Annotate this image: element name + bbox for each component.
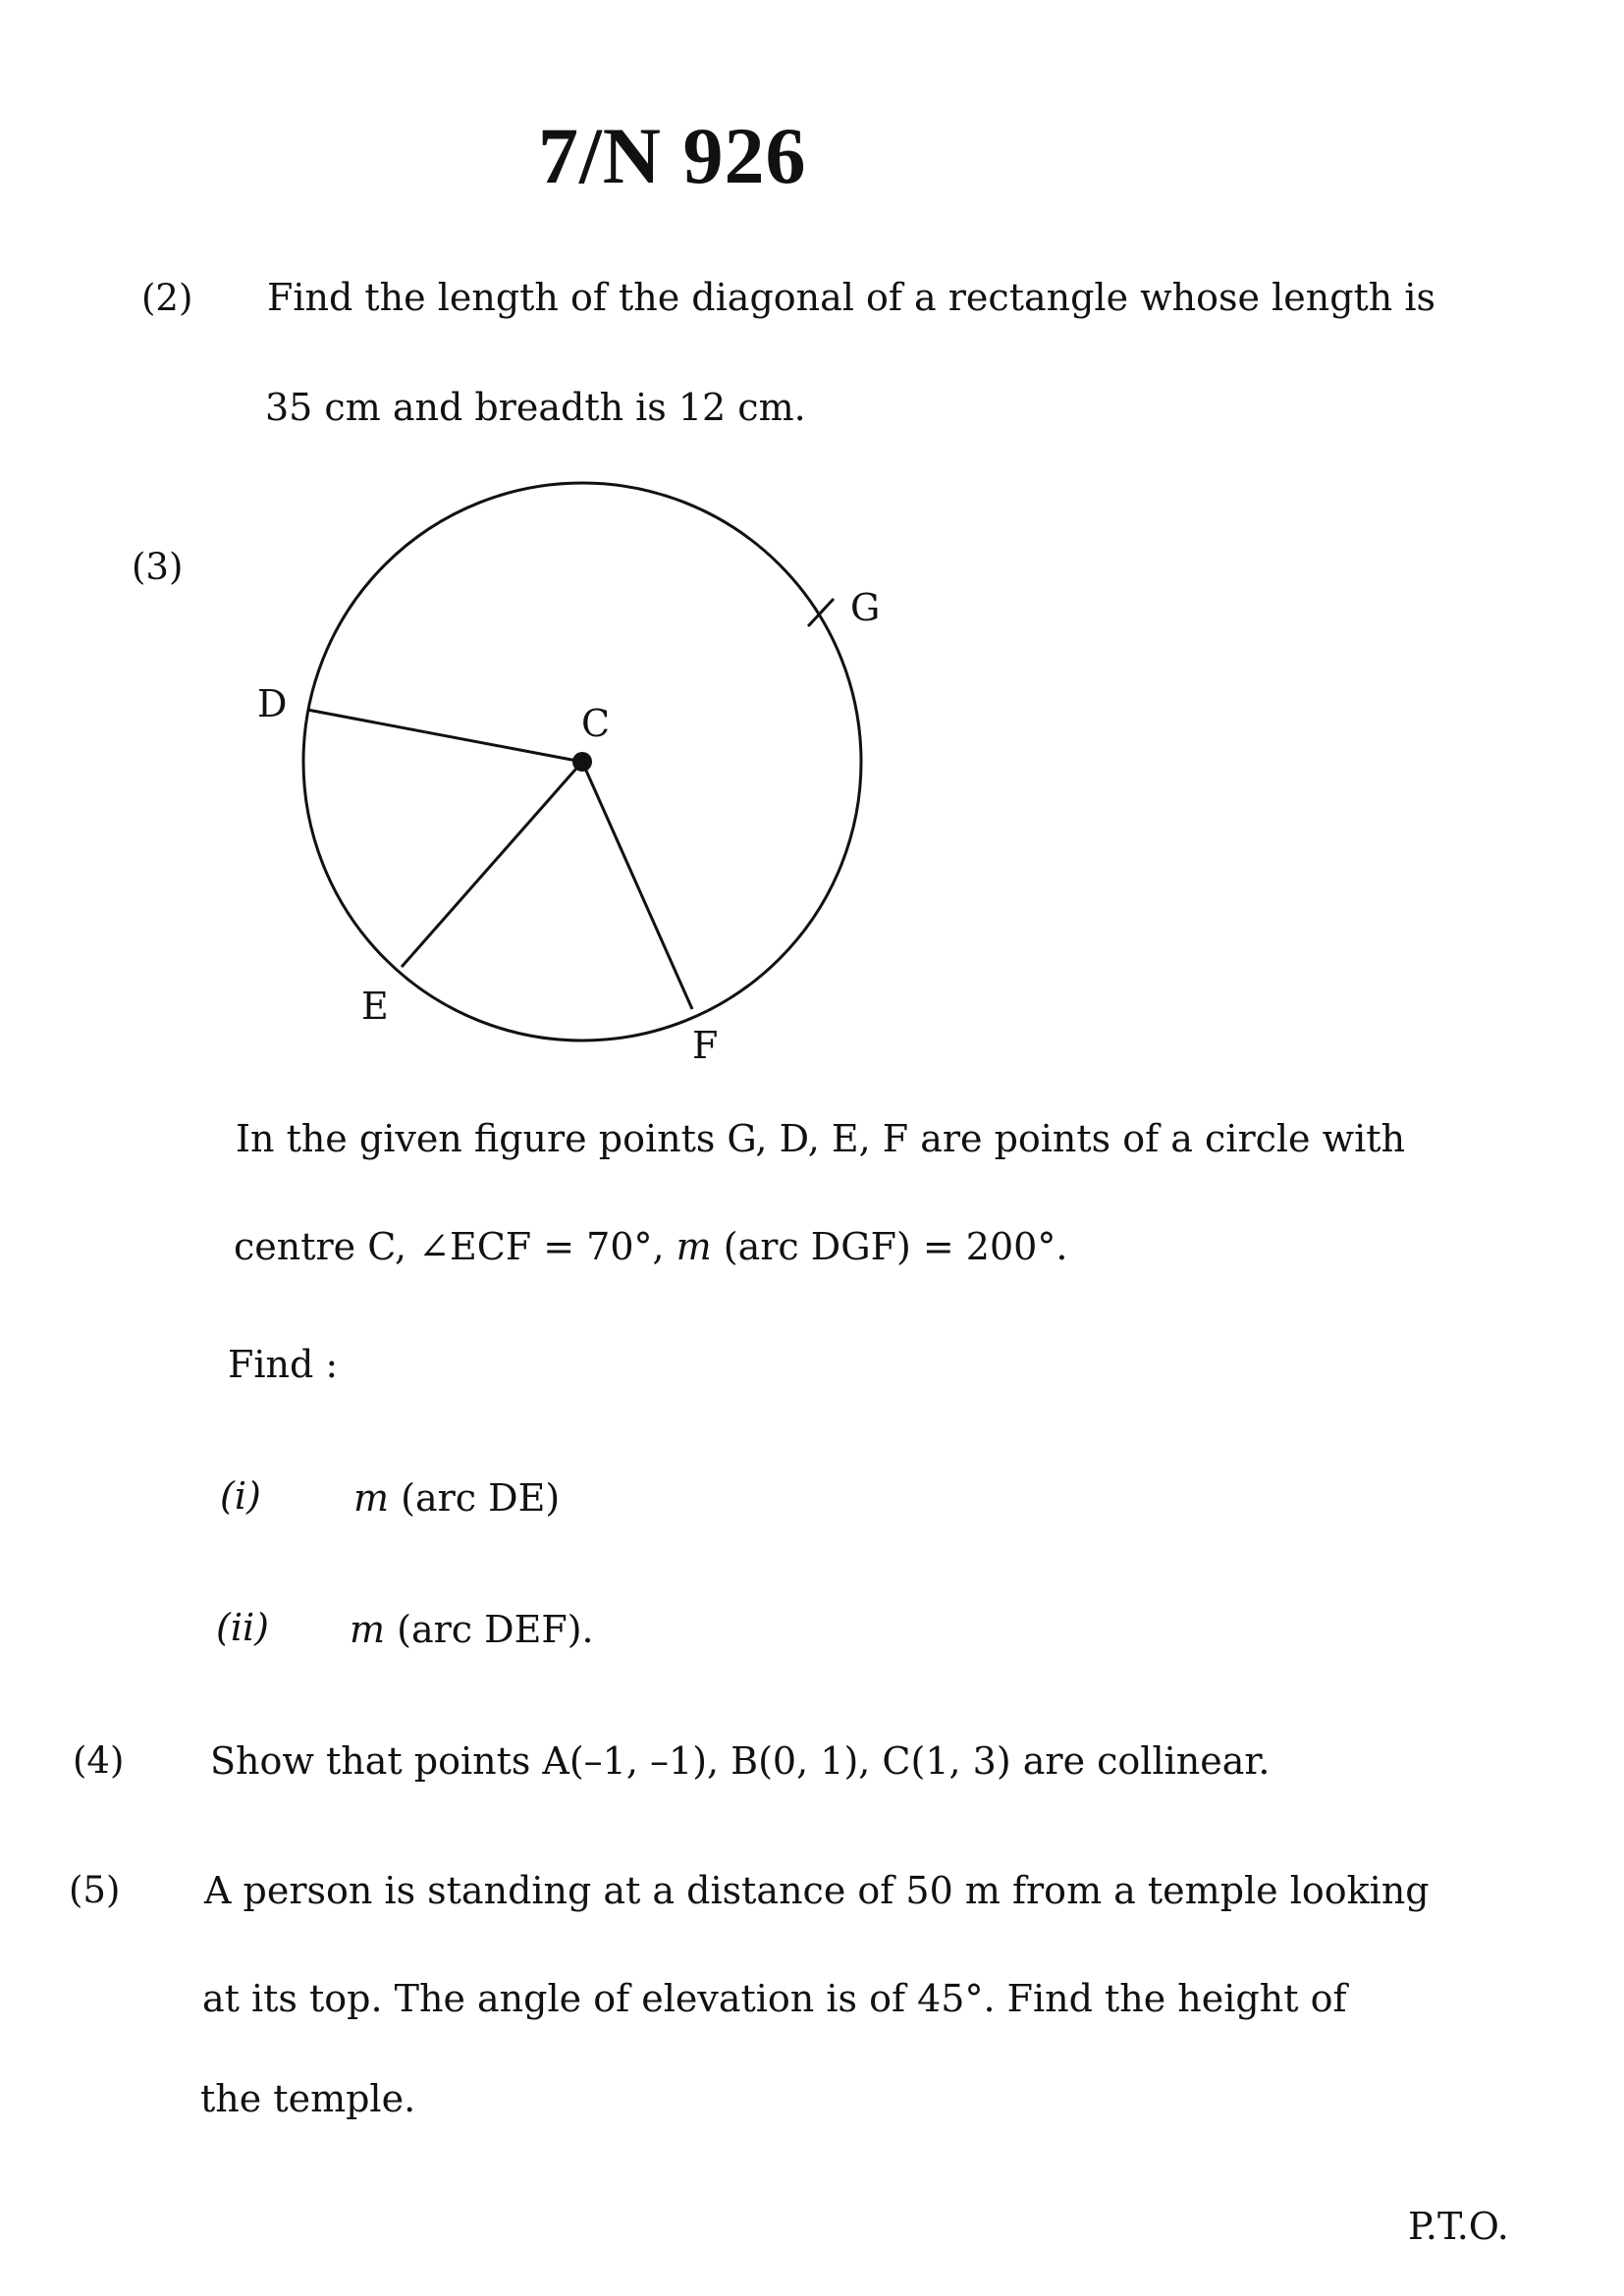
- question-5-line-2: at its top. The angle of elevation is of 45°. Find the height of: [202, 1977, 1347, 2020]
- radius-cf: [582, 762, 692, 1009]
- question-4-number: (4): [73, 1739, 125, 1782]
- page-title: 7/N 926: [538, 111, 807, 200]
- circle-figure: [0, 0, 1624, 1080]
- find-label: Find :: [228, 1343, 339, 1386]
- question-3-line-2-b: (arc DGF) = 200°.: [711, 1225, 1068, 1268]
- sub-ii-m: m: [350, 1608, 386, 1651]
- sub-i-arc: (arc DE): [389, 1476, 561, 1520]
- question-2-line-1: Find the length of the diagonal of a rectangle whose length is: [267, 276, 1436, 319]
- radius-ce: [402, 762, 582, 967]
- question-3-line-2-m: m: [676, 1225, 712, 1268]
- question-2-line-2: 35 cm and breadth is 12 cm.: [265, 386, 806, 429]
- question-3-number: (3): [132, 546, 184, 588]
- pto-label: P.T.O.: [1408, 2205, 1509, 2248]
- question-4-text: Show that points A(–1, –1), B(0, 1), C(1, 3) are collinear.: [210, 1739, 1271, 1783]
- label-f: F: [692, 1024, 719, 1067]
- label-g: G: [850, 586, 881, 629]
- question-5-line-3: the temple.: [200, 2077, 416, 2120]
- sub-i-label: (i): [220, 1474, 261, 1518]
- sub-ii-label: (ii): [216, 1606, 269, 1649]
- question-5-number: (5): [69, 1869, 121, 1911]
- radius-cd: [307, 710, 582, 762]
- label-c: C: [581, 702, 611, 745]
- label-d: D: [257, 682, 288, 725]
- center-point: [572, 752, 592, 772]
- question-3-line-2: [234, 1225, 1067, 1268]
- question-3-line-1: In the given figure points G, D, E, F are points of a circle with: [236, 1117, 1406, 1160]
- sub-i-m: m: [353, 1476, 390, 1520]
- question-3-line-2-a: centre C, ∠ECF = 70°,: [234, 1225, 677, 1268]
- sub-ii-arc: (arc DEF).: [385, 1608, 594, 1651]
- label-e: E: [361, 985, 389, 1028]
- question-5-line-1: A person is standing at a distance of 50 m from a temple looking: [204, 1869, 1430, 1912]
- sub-i-text: [353, 1476, 560, 1520]
- question-2-number: (2): [141, 277, 193, 319]
- sub-ii-text: [350, 1608, 594, 1651]
